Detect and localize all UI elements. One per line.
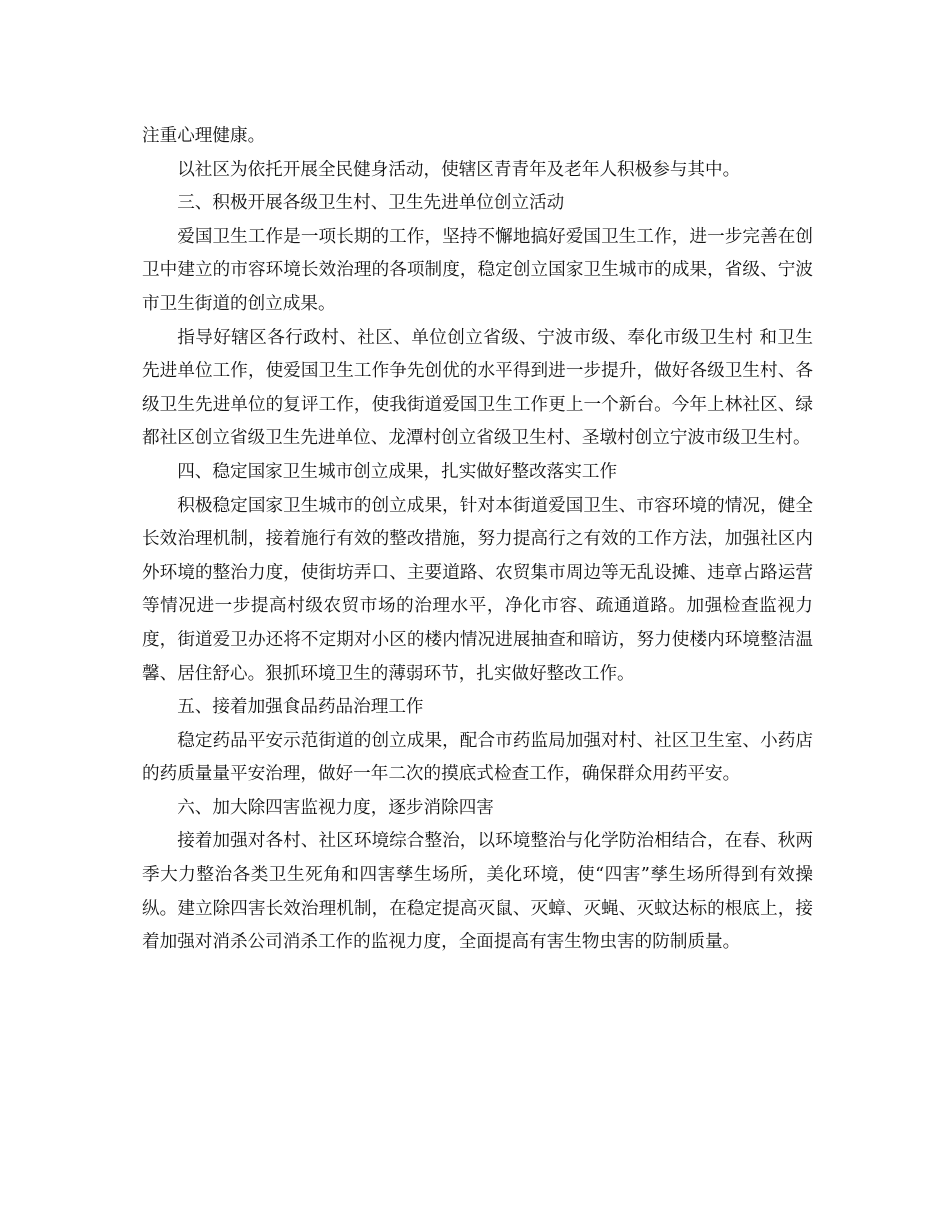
section-heading: 五、接着加强食品药品治理工作 xyxy=(177,697,424,718)
paragraph: 爱国卫生工作是一项长期的工作，坚持不懈地搞好爱国卫生工作，进一步完善在创卫中建立的市容环境长效治理的各项制度，稳定创立国家卫生城市的成果，省级、宁波市卫生街道的创立成果。 xyxy=(142,226,813,314)
section-heading: 三、积极开展各级卫生村、卫生先进单位创立活动 xyxy=(177,193,565,214)
section-heading: 四、稳定国家卫生城市创立成果，扎实做好整改落实工作 xyxy=(177,461,618,482)
paragraph: 指导好辖区各行政村、社区、单位创立省级、宁波市级、奉化市级卫生村 和卫生先进单位工作，使爱国卫生工作争先创优的水平得到进一步提升，做好各级卫生村、各级卫生先进单位的复评工作，使我街道爱国卫生工作更上一个新台。今年上林社区、绿都社区创立省级卫生先进单位、龙潭村创立省级卫生村、圣墩村创立宁波市级卫生村。 xyxy=(142,327,813,449)
paragraph: 以社区为依托开展全民健身活动，使辖区青青年及老年人积极参与其中。 xyxy=(177,159,741,180)
document-body xyxy=(142,120,813,960)
section-heading: 六、加大除四害监视力度，逐步消除四害 xyxy=(177,797,494,818)
paragraph: 积极稳定国家卫生城市的创立成果，针对本街道爱国卫生、市容环境的情况，健全长效治理机制，接着施行有效的整改措施，努力提高行之有效的工作方法，加强社区内外环境的整治力度，使街坊弄口、主要道路、农贸集市周边等无乱设摊、违章占路运营等情况进一步提高村级农贸市场的治理水平，净化市容、疏通道路。加强检查监视力度，街道爱卫办还将不定期对小区的楼内情况进展抽查和暗访，努力使楼内环境整洁温馨、居住舒心。狠抓环境卫生的薄弱环节，扎实做好整改工作。 xyxy=(142,495,813,684)
paragraph: 稳定药品平安示范街道的创立成果，配合市药监局加强对村、社区卫生室、小药店的药质量量平安治理，做好一年二次的摸底式检查工作，确保群众用药平安。 xyxy=(142,730,813,785)
paragraph-continuation: 注重心理健康。 xyxy=(142,126,266,146)
paragraph: 接着加强对各村、社区环境综合整治，以环境整治与化学防治相结合，在春、秋两季大力整治各类卫生死角和四害孳生场所，美化环境，使“四害”孳生场所得到有效操纵。建立除四害长效治理机制，在稳定提高灭鼠、灭蟑、灭蝇、灭蚊达标的根底上，接着加强对消杀公司消杀工作的监视力度，全面提高有害生物虫害的防制质量。 xyxy=(142,831,813,953)
